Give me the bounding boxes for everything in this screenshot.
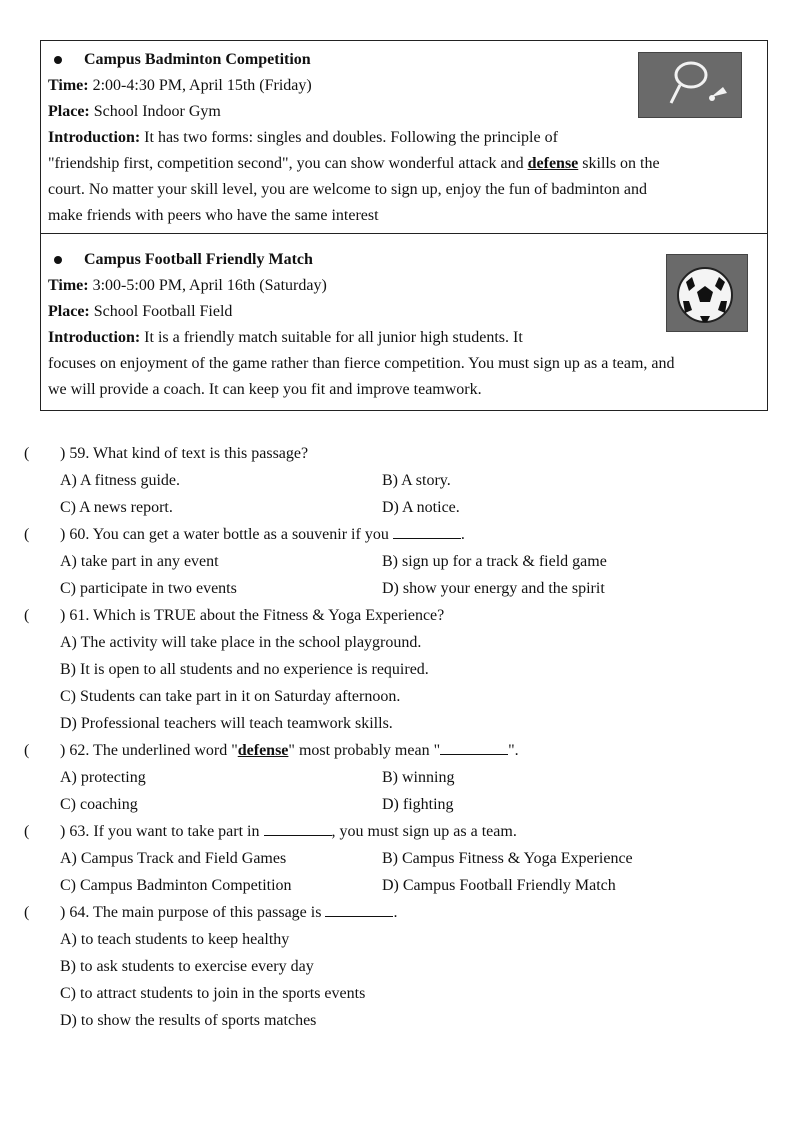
q62-option-a[interactable]: A) protecting [60, 769, 146, 786]
q62-option-b[interactable]: B) winning [382, 769, 455, 786]
football-title: Campus Football Friendly Match [48, 249, 313, 271]
football-place: Place: School Football Field [48, 303, 233, 320]
q62-blank [440, 740, 508, 755]
badminton-time: Time: 2:00-4:30 PM, April 15th (Friday) [48, 77, 312, 94]
q60-option-b[interactable]: B) sign up for a track & field game [382, 553, 607, 570]
q63-option-b[interactable]: B) Campus Fitness & Yoga Experience [382, 850, 633, 867]
q64-stem: ) 64. The main purpose of this passage is . [60, 904, 398, 921]
q61-option-b[interactable]: B) It is open to all students and no experience is required. [60, 661, 429, 678]
q63-answer-paren[interactable]: ( [24, 823, 30, 840]
soccer-ball-icon [666, 254, 748, 332]
q63-option-c[interactable]: C) Campus Badminton Competition [60, 877, 292, 894]
q59-stem: ) 59. What kind of text is this passage? [60, 445, 309, 462]
q64-option-d[interactable]: D) to show the results of sports matches [60, 1012, 317, 1029]
underlined-word-defense: defense [527, 155, 579, 172]
q62-stem: ) 62. The underlined word "defense" most probably mean " ". [60, 742, 519, 759]
q64-option-b[interactable]: B) to ask students to exercise every day [60, 958, 314, 975]
bullet-icon [54, 56, 62, 64]
badminton-intro-1: Introduction: It has two forms: singles and doubles. Following the principle of [48, 129, 558, 146]
q64-option-c[interactable]: C) to attract students to join in the sports events [60, 985, 366, 1002]
q61-stem: ) 61. Which is TRUE about the Fitness & Yoga Experience? [60, 607, 445, 624]
badminton-place: Place: School Indoor Gym [48, 103, 221, 120]
q63-option-d[interactable]: D) Campus Football Friendly Match [382, 877, 616, 894]
q60-option-c[interactable]: C) participate in two events [60, 580, 237, 597]
q63-option-a[interactable]: A) Campus Track and Field Games [60, 850, 287, 867]
q64-blank [325, 902, 393, 917]
q60-option-d[interactable]: D) show your energy and the spirit [382, 580, 605, 597]
q59-answer-paren[interactable]: ( [24, 445, 30, 462]
q62-option-d[interactable]: D) fighting [382, 796, 454, 813]
q64-option-a[interactable]: A) to teach students to keep healthy [60, 931, 290, 948]
q62-answer-paren[interactable]: ( [24, 742, 30, 759]
badminton-intro-2: "friendship first, competition second", you can show wonderful attack and defense skills on the [48, 155, 660, 172]
q61-option-a[interactable]: A) The activity will take place in the school playground. [60, 634, 422, 651]
q59-option-d[interactable]: D) A notice. [382, 499, 460, 516]
badminton-intro-3: court. No matter your skill level, you are welcome to sign up, enjoy the fun of badminton and [48, 181, 647, 198]
q60-option-a[interactable]: A) take part in any event [60, 553, 219, 570]
q62-option-c[interactable]: C) coaching [60, 796, 138, 813]
q61-option-c[interactable]: C) Students can take part in it on Saturday afternoon. [60, 688, 401, 705]
football-intro-3: we will provide a coach. It can keep you fit and improve teamwork. [48, 381, 482, 398]
football-intro-2: focuses on enjoyment of the game rather than fierce competition. You must sign up as a team, and [48, 355, 675, 372]
badminton-racket-shuttlecock-icon [638, 52, 742, 118]
bullet-icon [54, 256, 62, 264]
football-time: Time: 3:00-5:00 PM, April 16th (Saturday) [48, 277, 327, 294]
q59-option-b[interactable]: B) A story. [382, 472, 451, 489]
football-intro-1: Introduction: It is a friendly match suitable for all junior high students. It [48, 329, 523, 346]
badminton-intro-4: make friends with peers who have the same interest [48, 207, 379, 224]
q64-answer-paren[interactable]: ( [24, 904, 30, 921]
badminton-title: Campus Badminton Competition [48, 49, 311, 71]
q60-answer-paren[interactable]: ( [24, 526, 30, 543]
q59-option-c[interactable]: C) A news report. [60, 499, 173, 516]
q59-option-a[interactable]: A) A fitness guide. [60, 472, 180, 489]
q60-blank [393, 524, 461, 539]
q63-stem: ) 63. If you want to take part in , you must sign up as a team. [60, 823, 517, 840]
q61-answer-paren[interactable]: ( [24, 607, 30, 624]
q61-option-d[interactable]: D) Professional teachers will teach teamwork skills. [60, 715, 393, 732]
q60-stem: ) 60. You can get a water bottle as a souvenir if you . [60, 526, 465, 543]
q63-blank [264, 821, 332, 836]
